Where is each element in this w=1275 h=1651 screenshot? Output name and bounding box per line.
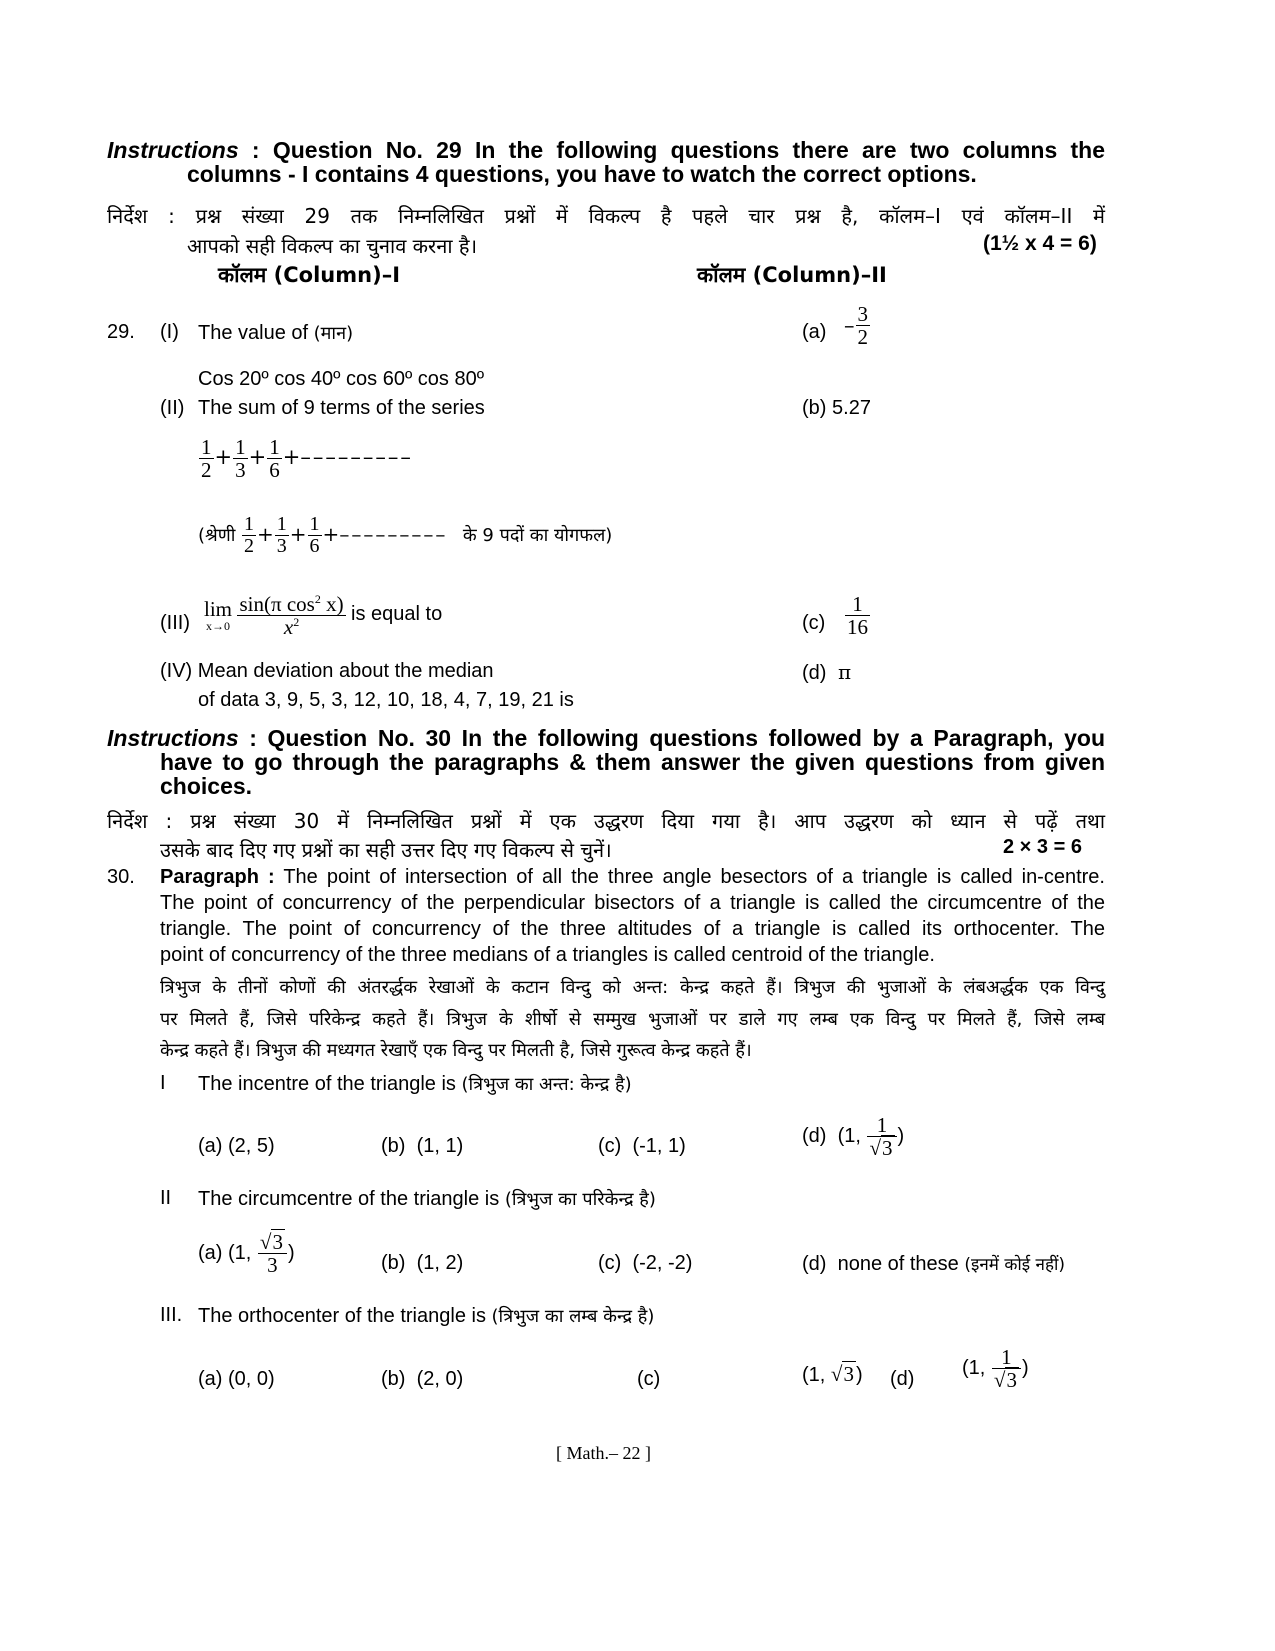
limit-expression: lim x→0 $\frac{\sin(\pi \cos^2 x)}{x^2}$ is equal to	[204, 592, 443, 640]
hindi-instructions-29-line2: आपको सही विकल्प का चुनाव करना है।	[187, 234, 478, 258]
q29-option-c-value: $\frac{1}{16}$	[847, 592, 868, 640]
sq1-option-c: (c) (-1, 1)	[598, 1135, 686, 1157]
q29-option-a-label: (a)	[802, 321, 827, 343]
paragraph-hindi-line-2: पर मिलते हैं, जिसे परिकेन्द्र कहते हैं। त्रिभुज के शीर्षो से सम्मुख भुजाओं पर डाले गए लम्ब एक विन्दु पर मिलते हैं, जिसे लम्ब	[160, 1009, 1105, 1030]
sq2-option-b: (b) (1, 2)	[381, 1252, 464, 1274]
marks-29: (1½ x 4 = 6)	[983, 232, 1097, 255]
question-29-number: 29.	[107, 321, 135, 343]
sq3-option-d-value: (1, $\frac{1}{√3}$ )	[962, 1345, 1029, 1393]
sub-question-3: The orthocenter of the triangle is (त्रिभुज का लम्ब केन्द्र है)	[198, 1305, 655, 1327]
sq1-option-d: (d) (1, $\frac{1}{√3}$ )	[802, 1113, 905, 1161]
q29-option-b: (b) 5.27	[802, 397, 871, 419]
sq3-option-a: (a) (0, 0)	[198, 1368, 275, 1390]
hindi-instructions-30: निर्देश : प्रश्न संख्या 30 में निम्नलिखित प्रश्नों में एक उद्धरण दिया गया है। आप उद्धरण को ध्यान से पढ़ें तथा	[107, 809, 1106, 833]
hindi-instructions-30-line2: उसके बाद दिए गए प्रश्नों का सही उत्तर दिए गए विकल्प से चुनें।	[160, 838, 612, 862]
sq3-option-d-label: (d)	[890, 1368, 915, 1390]
instructions-text: Question No. 29 In the following questions there are two columns the	[272, 137, 1106, 163]
column-2-heading: कॉलम (Column)–II	[697, 263, 887, 287]
q29-option-c-label: (c)	[802, 612, 826, 634]
series-hindi: (श्रेणी $\frac{1}{2}$ + $\frac{1}{3}$ + $\frac{1}{6}$ +––––––––– के 9 पदों का योगफल)	[198, 513, 613, 557]
page-footer: [ Math.– 22 ]	[556, 1443, 651, 1463]
q29-item-iii-label: (III)	[160, 612, 190, 634]
marks-30: 2 × 3 = 6	[1003, 836, 1082, 858]
paragraph-line-1: Paragraph : The point of intersection of all the three angle besectors of a triangle is called in-centre.	[160, 866, 1105, 888]
column-1-heading: कॉलम (Column)–I	[218, 263, 401, 287]
series-expression: $\frac{1}{2}$ + $\frac{1}{3}$ + $\frac{1}{6}$ +–––––––––	[201, 435, 413, 483]
q29-item-iv-line2: of data 3, 9, 5, 3, 12, 10, 18, 4, 7, 19, 21 is	[198, 689, 574, 711]
q29-item-i-expression: Cos 20º cos 40º cos 60º cos 80º	[198, 368, 485, 390]
sq1-option-a: (a) (2, 5)	[198, 1135, 275, 1157]
paragraph-line-3: triangle. The point of concurrency of the three altitudes of a triangle is called its orthocenter. The	[160, 918, 1105, 940]
q29-item-ii: The sum of 9 terms of the series	[198, 397, 485, 419]
q29-item-i-label: (I)	[160, 321, 179, 343]
paragraph-line-2: The point of concurrency of the perpendicular bisectors of a triangle is called the circumcentre of the	[160, 892, 1105, 914]
sq2-option-a: (a) (1, $\frac{√3}{3}$ )	[198, 1230, 295, 1278]
question-30-number: 30.	[107, 866, 135, 888]
instructions-29-line2: columns - I contains 4 questions, you have to watch the correct options.	[187, 161, 977, 187]
sq3-option-b: (b) (2, 0)	[381, 1368, 464, 1390]
q29-item-ii-label: (II)	[160, 397, 185, 419]
q29-option-a-value: – $\frac{3}{2}$	[844, 302, 868, 350]
sub-question-1-label: I	[160, 1072, 166, 1094]
sub-question-3-label: III.	[160, 1304, 183, 1326]
sub-question-2-label: II	[160, 1187, 172, 1209]
paragraph-line-4: point of concurrency of the three medians of a triangles is called centroid of the triangle.	[160, 944, 935, 966]
q29-option-d: (d) π	[802, 660, 852, 684]
instructions-29: Instructions : Question No. 29 In the following questions there are two columns the	[107, 137, 1106, 163]
sq2-option-c: (c) (-2, -2)	[598, 1252, 693, 1274]
instructions-30-line2: have to go through the paragraphs & them answer the given questions from given	[160, 749, 1105, 775]
instructions-30-line3: choices.	[160, 773, 253, 799]
hindi-instructions-29: निर्देश : प्रश्न संख्या 29 तक निम्नलिखित प्रश्नों में विकल्प है पहले चार प्रश्न है, कॉलम–I एवं कॉलम–II में	[107, 204, 1105, 228]
sq2-option-d: (d) none of these (इनमें कोई नहीं)	[802, 1253, 1066, 1275]
instructions-30: Instructions : Question No. 30 In the following questions followed by a Paragraph, you	[107, 725, 1106, 751]
paragraph-hindi-line-1: त्रिभुज के तीनों कोणों की अंतरर्द्धक रेखाओं के कटान विन्दु को अन्त: केन्द्र कहते हैं। त्रिभुज की भुजाओं के लंबअर्द्धक एक विन्दु	[160, 977, 1105, 998]
sq3-option-c-value: (1, √3 )	[802, 1362, 863, 1386]
sub-question-2: The circumcentre of the triangle is (त्रिभुज का परिकेन्द्र है)	[198, 1188, 656, 1210]
sq3-option-c-label: (c)	[637, 1368, 661, 1390]
sq1-option-b: (b) (1, 1)	[381, 1135, 464, 1157]
q29-item-i: The value of (मान)	[198, 322, 354, 344]
paragraph-hindi-line-3: केन्द्र कहते हैं। त्रिभुज की मध्यगत रेखाएँ एक विन्दु पर मिलती है, जिसे गुरूत्व केन्द्र कहते हैं।	[160, 1040, 752, 1061]
q29-item-iv: (IV) Mean deviation about the median	[160, 660, 494, 682]
sub-question-1: The incentre of the triangle is (त्रिभुज का अन्त: केन्द्र है)	[198, 1073, 632, 1095]
instructions-label: Instructions	[107, 137, 239, 163]
